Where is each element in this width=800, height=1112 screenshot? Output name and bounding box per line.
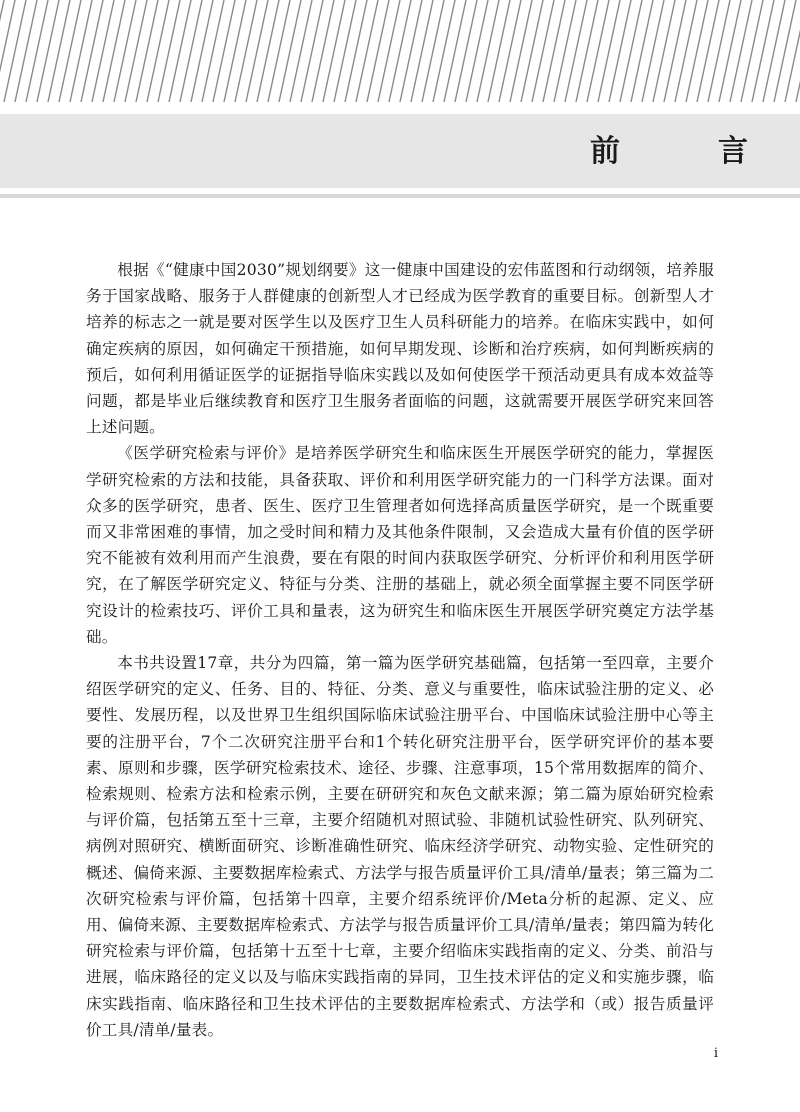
stripe-line: [675, 0, 697, 102]
stripe-line: [719, 0, 741, 102]
preface-body: [86, 257, 714, 1043]
stripe-line: [59, 0, 81, 102]
stripe-line: [565, 0, 587, 102]
stripe-line: [301, 0, 323, 102]
stripe-line: [510, 0, 532, 102]
stripe-line: [642, 0, 664, 102]
stripe-line: [389, 0, 411, 102]
stripe-line: [631, 0, 653, 102]
stripe-line: [323, 0, 345, 102]
stripe-line: [125, 0, 147, 102]
stripe-line: [147, 0, 169, 102]
stripe-line: [235, 0, 257, 102]
stripe-line: [334, 0, 356, 102]
stripe-line: [279, 0, 301, 102]
stripe-line: [257, 0, 279, 102]
stripe-line: [290, 0, 312, 102]
stripe-line: [411, 0, 433, 102]
page-title: 前 言: [590, 134, 782, 169]
stripe-line: [752, 0, 774, 102]
stripe-line: [532, 0, 554, 102]
stripe-line: [444, 0, 466, 102]
stripe-line: [356, 0, 378, 102]
stripe-line: [499, 0, 521, 102]
stripe-line: [543, 0, 565, 102]
stripe-line: [686, 0, 708, 102]
stripe-line: [488, 0, 510, 102]
stripe-line: [312, 0, 334, 102]
stripe-line: [587, 0, 609, 102]
stripe-line: [191, 0, 213, 102]
stripe-line: [213, 0, 235, 102]
stripe-line: [92, 0, 114, 102]
stripe-line: [345, 0, 367, 102]
stripe-line: [554, 0, 576, 102]
title-bar: [0, 114, 800, 188]
stripe-line: [4, 0, 26, 102]
stripe-line: [114, 0, 136, 102]
stripe-line: [81, 0, 103, 102]
stripe-line: [730, 0, 752, 102]
stripe-line: [576, 0, 598, 102]
stripe-line: [70, 0, 92, 102]
decorative-stripe-band: [0, 0, 800, 102]
stripe-line: [169, 0, 191, 102]
stripe-line: [774, 0, 796, 102]
stripe-line: [422, 0, 444, 102]
stripe-line: [620, 0, 642, 102]
stripe-line: [246, 0, 268, 102]
stripe-line: [455, 0, 477, 102]
stripe-line: [521, 0, 543, 102]
stripe-line: [180, 0, 202, 102]
stripe-line: [400, 0, 422, 102]
stripe-line: [224, 0, 246, 102]
stripe-line: [37, 0, 59, 102]
stripe-line: [136, 0, 158, 102]
stripe-line: [367, 0, 389, 102]
stripe-line: [15, 0, 37, 102]
diagonal-stripes-graphic: [0, 0, 800, 102]
stripe-line: [741, 0, 763, 102]
stripe-line: [477, 0, 499, 102]
stripe-line: [708, 0, 730, 102]
stripe-line: [158, 0, 180, 102]
stripe-line: [433, 0, 455, 102]
stripe-line: [48, 0, 70, 102]
stripe-line: [103, 0, 125, 102]
stripe-line: [609, 0, 631, 102]
stripe-line: [466, 0, 488, 102]
paragraph-1: 根据《“健康中国2030”规划纲要》这一健康中国建设的宏伟蓝图和行动纲领，培养服务于国家战略、服务于人群健康的创新型人才已经成为医学教育的重要目标。创新型人才培养的标志之一就是要对医学生以及医疗卫生人员科研能力的培养。在临床实践中，如何确定疾病的原因，如何确定干预措施，如何早期发现、诊断和治疗疾病，如何判断疾病的预后，如何利用循证医学的证据指导临床实践以及如何使医学干预活动更具有成本效益等问题，都是毕业后继续教育和医疗卫生服务者面临的问题，这就需要开展医学研究来回答上述问题。: [86, 261, 714, 437]
paragraph-3: 本书共设置17章，共分为四篇，第一篇为医学研究基础篇，包括第一至四章，主要介绍医学研究的定义、任务、目的、特征、分类、意义与重要性，临床试验注册的定义、必要性、发展历程，以及世界卫生组织国际临床试验注册平台、中国临床试验注册中心等主要的注册平台，7个二次研究注册平台和1个转化研究注册平台，医学研究评价的基本要素、原则和步骤，医学研究检索技术、途径、步骤、注意事项，15个常用数据库的简介、检索规则、检索方法和检索示例，主要在研研究和灰色文献来源；第二篇为原始研究检索与评价篇，包括第五至十三章，主要介绍随机对照试验、非随机试验性研究、队列研究、病例对照研究、横断面研究、诊断准确性研究、临床经济学研究、动物实验、定性研究的概述、偏倚来源、主要数据库检索式、方法学与报告质量评价工具/清单/量表；第三篇为二次研究检索与评价篇，包括第十四章，主要介绍系统评价/Meta分析的起源、定义、应用、偏倚来源、主要数据库检索式、方法学与报告质量评价工具/清单/量表；第四篇为转化研究检索与评价篇，包括第十五至十七章，主要介绍临床实践指南的定义、分类、前沿与进展，临床路径的定义以及与临床实践指南的异同，卫生技术评估的定义和实施步骤，临床实践指南、临床路径和卫生技术评估的主要数据库检索式、方法学和（或）报告质量评价工具/清单/量表。: [86, 654, 714, 1039]
stripe-line: [763, 0, 785, 102]
stripe-line: [378, 0, 400, 102]
title-underline-rule: [0, 194, 800, 198]
stripe-line: [26, 0, 48, 102]
stripe-line: [268, 0, 290, 102]
paragraph-2: 《医学研究检索与评价》是培养医学研究生和临床医生开展医学研究的能力，掌握医学研究检索的方法和技能，具备获取、评价和利用医学研究能力的一门科学方法课。面对众多的医学研究，患者、医生、医疗卫生管理者如何选择高质量医学研究，是一个既重要而又非常困难的事情，加之受时间和精力及其他条件限制，又会造成大量有价值的医学研究不能被有效利用而产生浪费，要在有限的时间内获取医学研究、分析评价和利用医学研究，在了解医学研究定义、特征与分类、注册的基础上，就必须全面掌握主要不同医学研究设计的检索技巧、评价工具和量表，这为研究生和临床医生开展医学研究奠定方法学基础。: [86, 444, 714, 646]
stripe-line: [664, 0, 686, 102]
page-number: i: [713, 1046, 718, 1061]
stripe-line: [598, 0, 620, 102]
stripe-line: [697, 0, 719, 102]
stripe-line: [202, 0, 224, 102]
stripe-line: [653, 0, 675, 102]
